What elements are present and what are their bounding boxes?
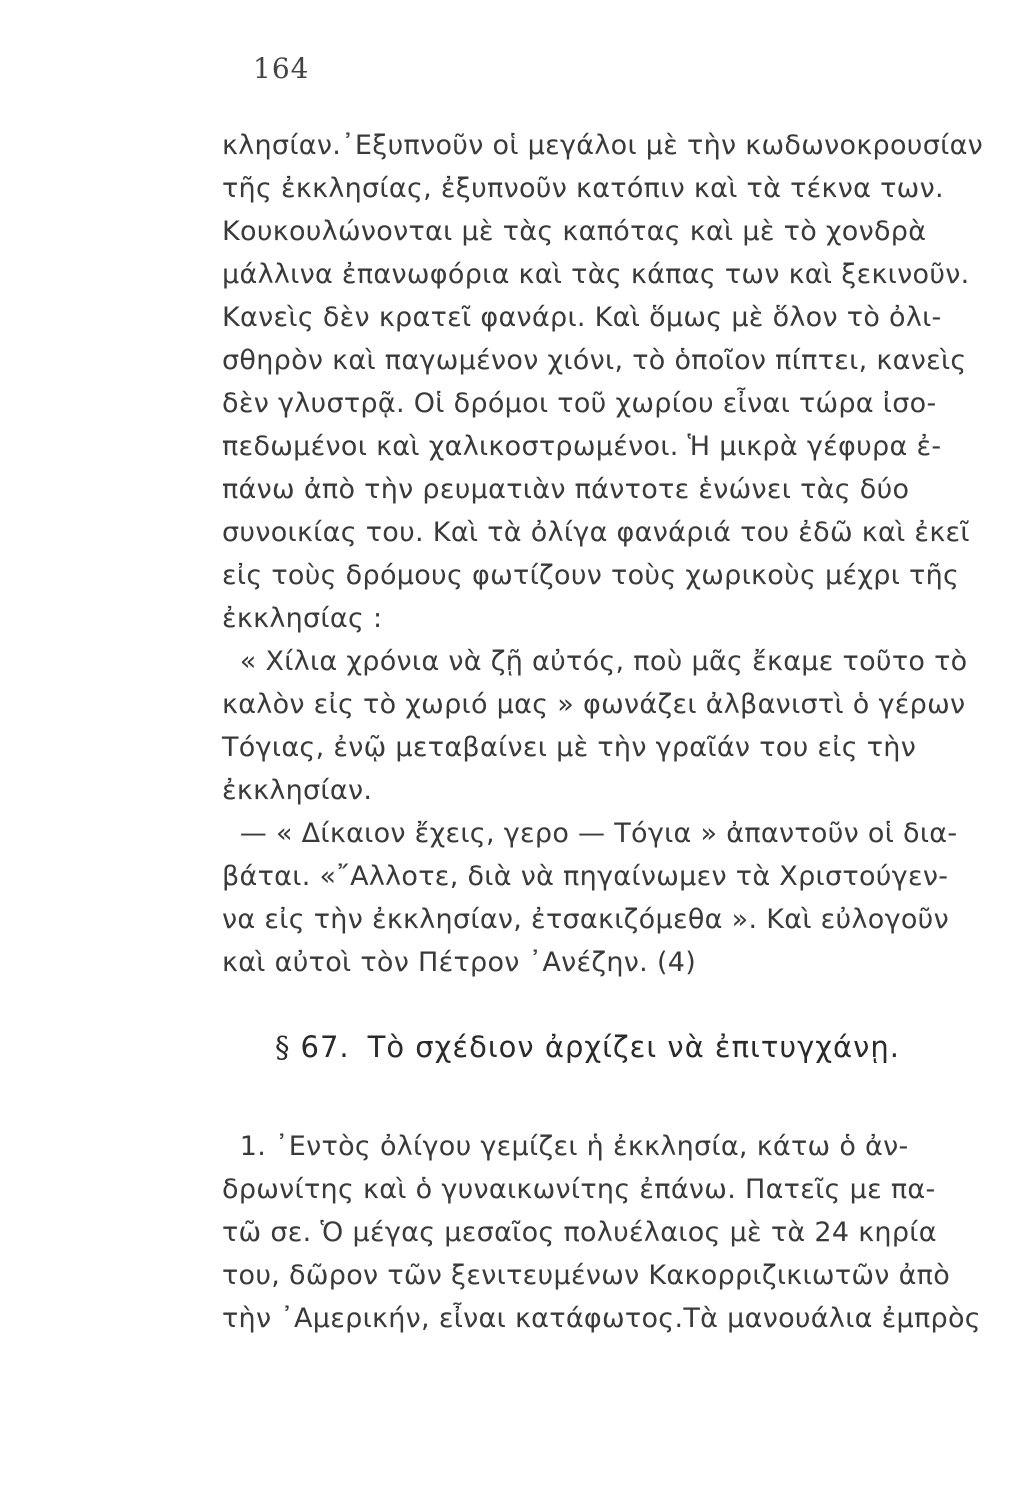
text-line: σθηρὸν καὶ παγωμένον χιόνι, τὸ ὁποῖον πίπτει, κανεὶς [222,345,967,376]
text-line: Τόγιας, ἐνῷ μεταβαίνει μὲ τὴν γραῖάν του εἰς τὴν [222,732,917,763]
page-number: 164 [253,52,310,85]
text-line: ἐκκλησίας : [222,603,383,634]
section-heading [275,1030,900,1064]
text-line: τὴν ᾽Αμερικήν, εἶναι κατάφωτος.Τὰ μανουάλια ἐμπρὸς [222,1303,981,1334]
text-line: του, δῶρον τῶν ξενιτευμένων Κακορριζικιωτῶν ἀπὸ [222,1260,951,1291]
text-line: τῶ σε. Ὁ μέγας μεσαῖος πολυέλαιος μὲ τὰ 24 κηρία [222,1217,937,1248]
text-line: να εἰς τὴν ἐκκλησίαν, ἐτσακιζόμεθα ». Καὶ εὐλογοῦν [222,904,949,935]
text-line: Κανεὶς δὲν κρατεῖ φανάρι. Καὶ ὅμως μὲ ὅλον τὸ ὀλι- [222,302,942,333]
section-title: Τὸ σχέδιον ἀρχίζει νὰ ἐπιτυγχάνῃ. [367,1030,900,1064]
section-symbol: § [275,1030,291,1064]
text-line: δρωνίτης καὶ ὁ γυναικωνίτης ἐπάνω. Πατεῖς με πα- [222,1174,936,1205]
text-line: 1. ᾽Εντὸς ὀλίγου γεμίζει ἡ ἐκκλησία, κάτω ὁ ἀν- [222,1131,909,1162]
text-line: καλὸν εἰς τὸ χωριό μας » φωνάζει ἀλβανιστὶ ὁ γέρων [222,689,966,720]
text-line: εἰς τοὺς δρόμους φωτίζουν τοὺς χωρικοὺς μέχρι τῆς [222,560,960,591]
text-line: κλησίαν.᾽Εξυπνοῦν οἱ μεγάλοι μὲ τὴν κωδωνοκρουσίαν [222,130,984,161]
text-line: Κουκουλώνονται μὲ τὰς καπότας καὶ μὲ τὸ χονδρὰ [222,216,927,247]
text-line: « Χίλια χρόνια νὰ ζῇ αὐτός, ποὺ μᾶς ἔκαμε τοῦτο τὸ [222,646,968,677]
body-text-bottom [222,1125,1012,1340]
text-line: μάλλινα ἐπανωφόρια καὶ τὰς κάπας των καὶ ξεκινοῦν. [222,259,970,290]
text-line: πεδωμένοι καὶ χαλικοστρωμένοι. Ἡ μικρὰ γέφυρα ἐ- [222,431,942,462]
text-line: καὶ αὐτοὶ τὸν Πέτρον ᾽Ανέζην. (4) [222,947,697,978]
text-line: ἐκκλησίαν. [222,775,373,806]
text-line: — « Δίκαιον ἔχεις, γερο — Τόγια » ἀπαντοῦν οἱ δια- [222,818,958,849]
text-line: δὲν γλυστρᾷ. Οἱ δρόμοι τοῦ χωρίου εἶναι τώρα ἰσο- [222,388,937,419]
text-line: τῆς ἐκκλησίας, ἐξυπνοῦν κατόπιν καὶ τὰ τέκνα των. [222,173,944,204]
text-line: συνοικίας του. Καὶ τὰ ὀλίγα φανάριά του ἐδῶ καὶ ἐκεῖ [222,517,970,548]
text-line: πάνω ἀπὸ τὴν ρευματιὰν πάντοτε ἑνώνει τὰς δύο [222,474,910,505]
text-line: βάται. «῎Αλλοτε, διὰ νὰ πηγαίνωμεν τὰ Χριστούγεν- [222,861,949,892]
section-number: 67. [300,1030,350,1064]
body-text-top [222,124,1012,984]
